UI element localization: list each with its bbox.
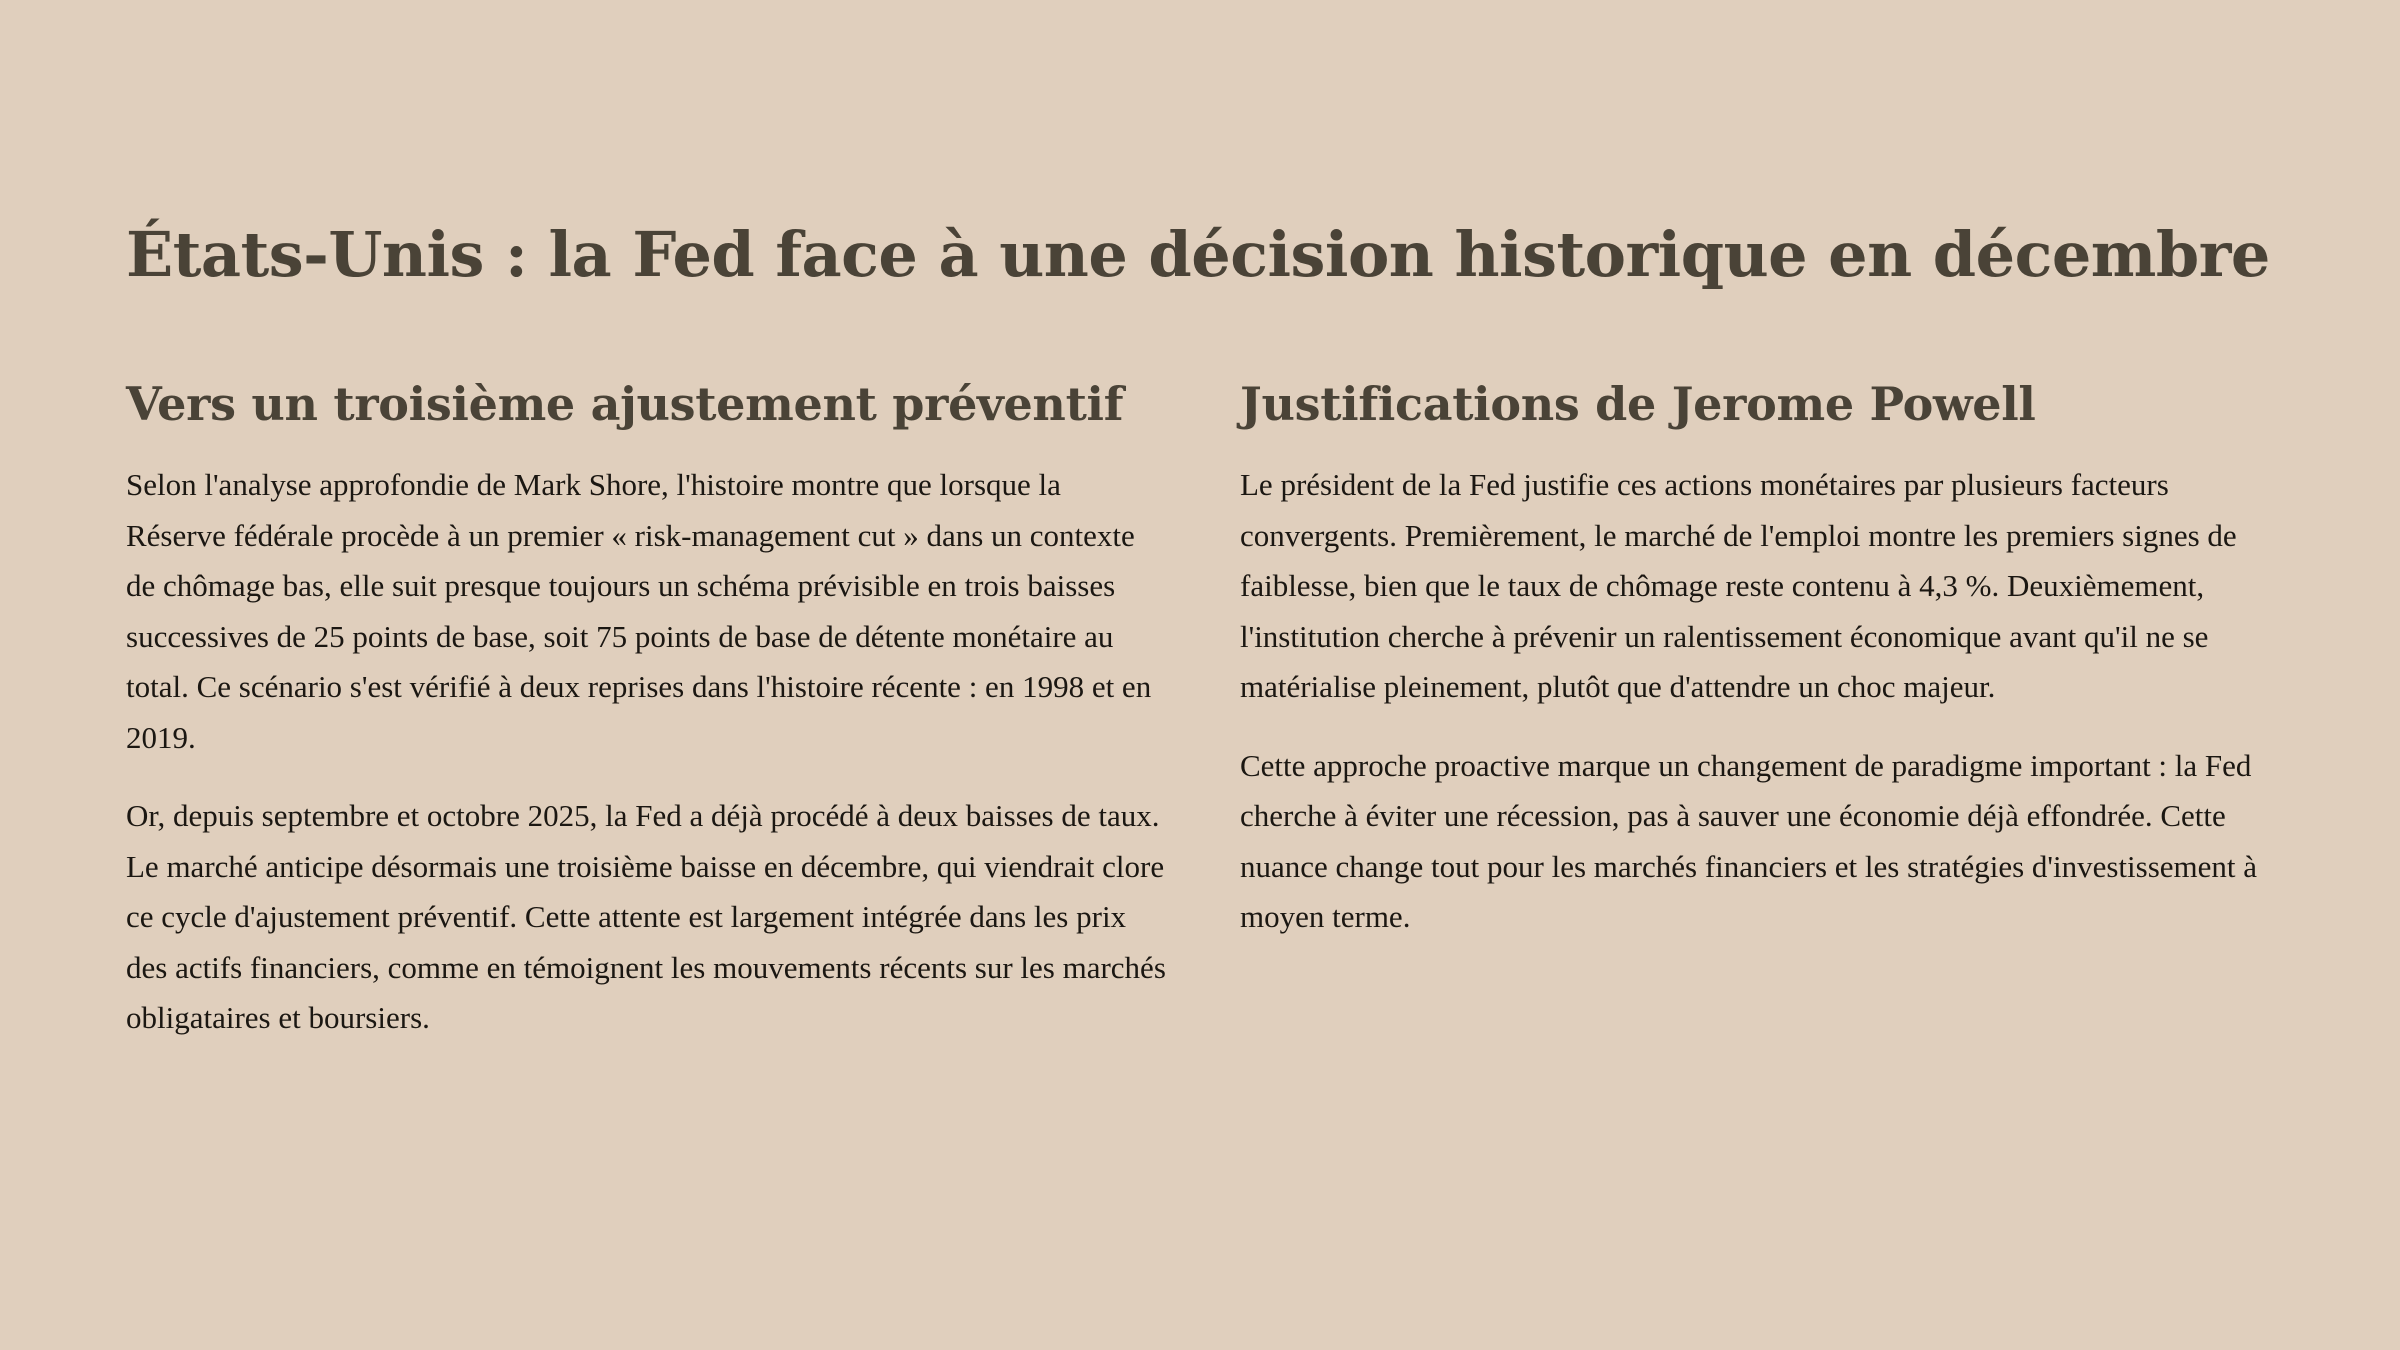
- right-column-heading: Justifications de Jerome Powell: [1240, 377, 2036, 431]
- right-column: [1240, 370, 2280, 971]
- right-column-paragraph-2: Cette approche proactive marque un changement de paradigme important : la Fed cherche à éviter une récession, pas à sauver une économie déjà effondrée. Cette nuance change tout pour les marchés financiers et les stratégies d'investissement à moyen terme.: [1240, 747, 2258, 934]
- left-column-heading: Vers un troisième ajustement préventif: [126, 377, 1124, 431]
- left-column-paragraph-2: Or, depuis septembre et octobre 2025, la Fed a déjà procédé à deux baisses de taux. Le marché anticipe désormais une troisième baisse en décembre, qui viendrait clore ce cycle d'ajustement préventif. Cette attente est largement intégrée dans les prix des actifs financiers, comme en témoignent les mouvements récents sur les marchés obligataires et boursiers.: [126, 798, 1166, 1035]
- slide: [126, 0, 2274, 1350]
- right-column-paragraph-1: Le président de la Fed justifie ces actions monétaires par plusieurs facteurs convergents. Premièrement, le marché de l'emploi montre les premiers signes de faiblesse, bien que le taux de chômage reste contenu à 4,3 %. Deuxièmement, l'institution cherche à prévenir un ralentissement économique avant qu'il ne se matérialise pleinement, plutôt que d'attendre un choc majeur.: [1240, 467, 2237, 704]
- page-title: États-Unis : la Fed face à une décision historique en décembre: [126, 218, 2270, 291]
- left-column: [126, 370, 1166, 1072]
- left-column-paragraph-1: Selon l'analyse approfondie de Mark Shore, l'histoire montre que lorsque la Réserve fédérale procède à un premier « risk-management cut » dans un contexte de chômage bas, elle suit presque toujours un schéma prévisible en trois baisses successives de 25 points de base, soit 75 points de base de détente monétaire au total. Ce scénario s'est vérifié à deux reprises dans l'histoire récente : en 1998 et en 2019.: [126, 467, 1152, 755]
